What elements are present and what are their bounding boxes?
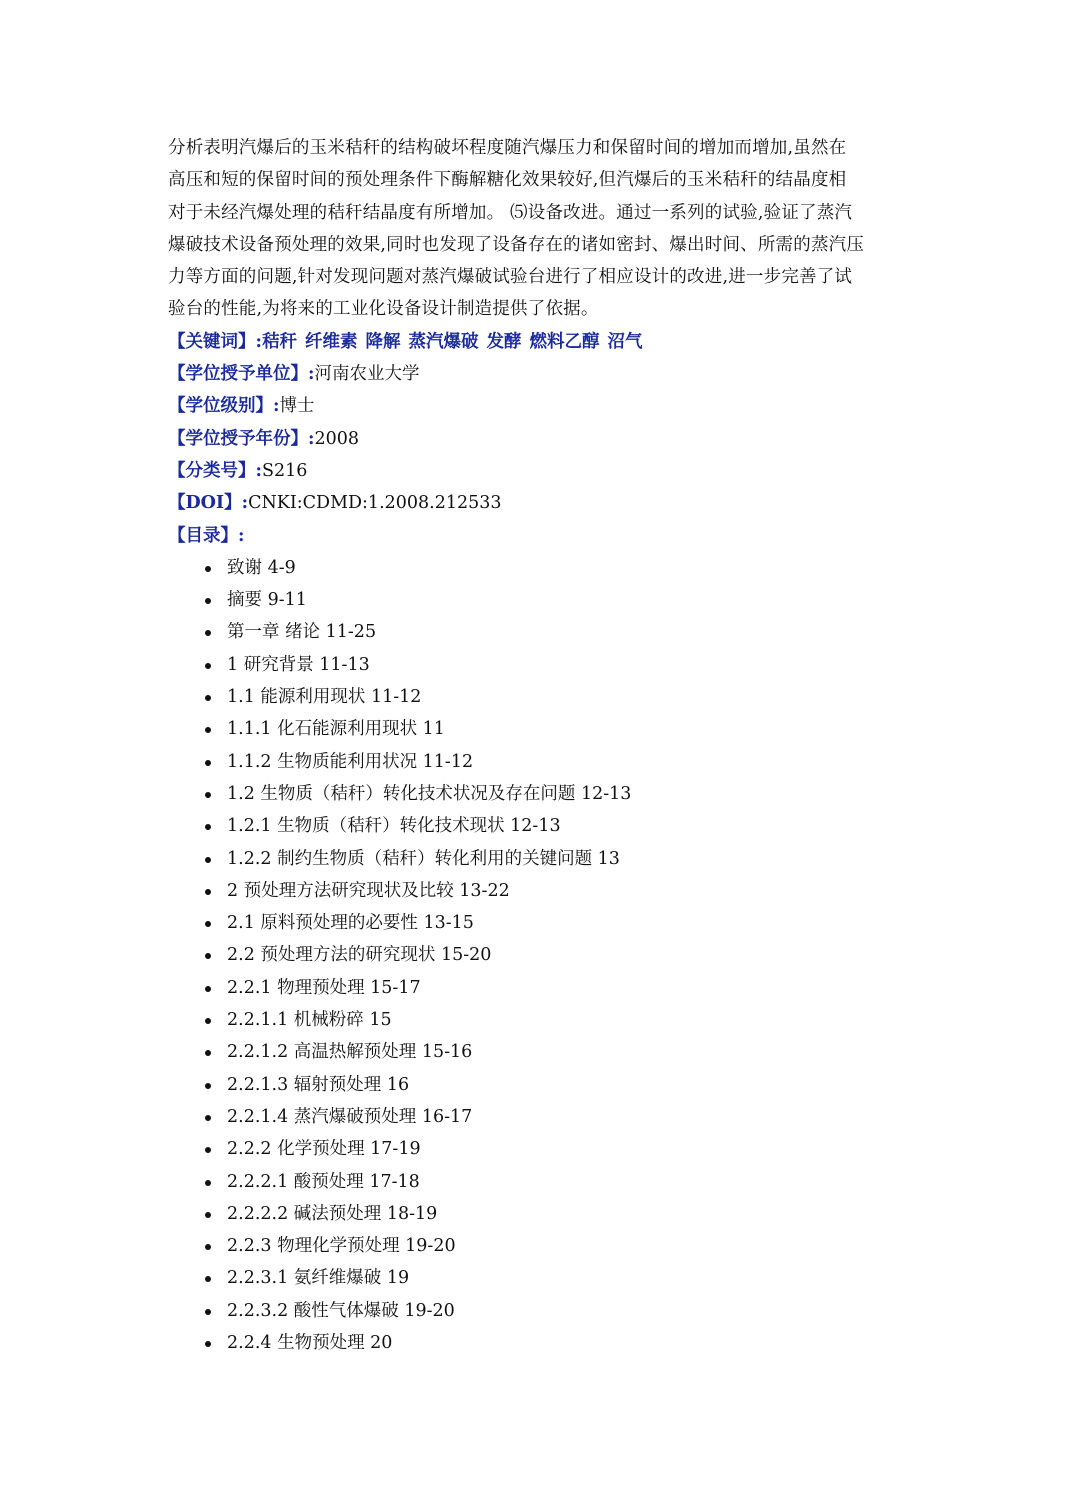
bullet-icon — [205, 1309, 211, 1315]
bullet-icon — [205, 695, 211, 701]
bullet-icon — [205, 630, 211, 636]
keywords-row — [168, 326, 908, 358]
keyword-link[interactable]: 发酵 — [486, 331, 522, 352]
toc-item[interactable] — [205, 1036, 908, 1068]
keyword-link[interactable]: 燃料乙醇 — [529, 331, 600, 352]
toc-item[interactable] — [205, 907, 908, 939]
bullet-icon — [205, 663, 211, 669]
bullet-icon — [205, 857, 211, 863]
toc-item[interactable] — [205, 875, 908, 907]
toc-item-text: 2.2.2.1 酸预处理 17-18 — [227, 1171, 420, 1192]
keyword-link[interactable]: 秸秆 — [261, 331, 297, 352]
toc-item[interactable] — [205, 746, 908, 778]
bullet-icon — [205, 792, 211, 798]
toc-item-text: 1.1.2 生物质能利用状况 11-12 — [227, 751, 474, 772]
toc-item-text: 1.2.2 制约生物质（秸秆）转化利用的关键问题 13 — [227, 848, 620, 869]
toc-item-text: 2.2.2 化学预处理 17-19 — [227, 1139, 421, 1160]
toc-item-text: 2.2.2.2 碱法预处理 18-19 — [227, 1203, 438, 1224]
degree-year-value: 2008 — [314, 428, 360, 449]
abstract-text — [168, 132, 908, 326]
toc-item-text: 2.1 原料预处理的必要性 13-15 — [227, 913, 474, 934]
toc-item[interactable] — [205, 1295, 908, 1327]
degree-unit-label: 【学位授予单位】: — [168, 364, 315, 385]
abstract-line: 爆破技术设备预处理的效果,同时也发现了设备存在的诸如密封、爆出时间、所需的蒸汽压 — [168, 234, 865, 255]
keywords-label: 【关键词】: — [168, 331, 262, 352]
toc-item-text: 第一章 绪论 11-25 — [227, 622, 377, 643]
toc-item-text: 2.2.3 物理化学预处理 19-20 — [227, 1236, 456, 1257]
bullet-icon — [205, 921, 211, 927]
toc-item[interactable] — [205, 972, 908, 1004]
toc-item-text: 1.1.1 化石能源利用现状 11 — [227, 719, 445, 740]
degree-level-row — [168, 390, 908, 422]
bullet-icon — [205, 986, 211, 992]
bullet-icon — [205, 760, 211, 766]
toc-item-text: 摘要 9-11 — [227, 590, 307, 611]
degree-year-label: 【学位授予年份】: — [168, 428, 315, 449]
bullet-icon — [205, 1050, 211, 1056]
abstract-line: 高压和短的保留时间的预处理条件下酶解糖化效果较好,但汽爆后的玉米秸秆的结晶度相 — [168, 170, 847, 191]
keyword-link[interactable]: 降解 — [365, 331, 401, 352]
bullet-icon — [205, 1180, 211, 1186]
doi-label: 【DOI】: — [168, 493, 249, 514]
toc-item-text: 1.2 生物质（秸秆）转化技术状况及存在问题 12-13 — [227, 783, 632, 804]
toc-item-text: 2 预处理方法研究现状及比较 13-22 — [227, 880, 510, 901]
abstract-line: 验台的性能,为将来的工业化设备设计制造提供了依据。 — [168, 299, 599, 320]
toc-item-text: 1 研究背景 11-13 — [227, 654, 370, 675]
degree-level-value: 博士 — [279, 396, 315, 417]
toc-item[interactable] — [205, 1327, 908, 1359]
keyword-link[interactable]: 蒸汽爆破 — [408, 331, 479, 352]
toc-item-text: 2.2.4 生物预处理 20 — [227, 1332, 393, 1353]
toc-item[interactable] — [205, 1198, 908, 1230]
toc-item[interactable] — [205, 1101, 908, 1133]
toc-item[interactable] — [205, 1262, 908, 1294]
bullet-icon — [205, 1212, 211, 1218]
toc-item[interactable] — [205, 1133, 908, 1165]
toc-item-text: 2.2.1 物理预处理 15-17 — [227, 977, 421, 998]
bullet-icon — [205, 727, 211, 733]
toc-item[interactable] — [205, 649, 908, 681]
toc-item-text: 2.2.1.2 高温热解预处理 15-16 — [227, 1042, 473, 1063]
toc-item-text: 1.1 能源利用现状 11-12 — [227, 687, 422, 708]
bullet-icon — [205, 598, 211, 604]
keyword-link[interactable]: 沼气 — [607, 331, 643, 352]
bullet-icon — [205, 953, 211, 959]
bullet-icon — [205, 1276, 211, 1282]
doi-value: CNKI:CDMD:1.2008.212533 — [248, 493, 502, 514]
classification-value: S216 — [261, 460, 308, 481]
toc-item-text: 2.2 预处理方法的研究现状 15-20 — [227, 945, 492, 966]
toc-item[interactable] — [205, 1166, 908, 1198]
bullet-icon — [205, 889, 211, 895]
table-of-contents — [168, 552, 908, 1359]
bullet-icon — [205, 1341, 211, 1347]
document-page — [168, 132, 908, 1359]
toc-item[interactable] — [205, 1069, 908, 1101]
bullet-icon — [205, 1244, 211, 1250]
toc-item[interactable] — [205, 843, 908, 875]
toc-item-text: 2.2.1.4 蒸汽爆破预处理 16-17 — [227, 1106, 473, 1127]
toc-heading-row — [168, 520, 908, 552]
degree-unit-row — [168, 358, 908, 390]
degree-level-label: 【学位级别】: — [168, 396, 280, 417]
toc-item-text: 2.2.1.1 机械粉碎 15 — [227, 1010, 392, 1031]
bullet-icon — [205, 1083, 211, 1089]
abstract-line: 对于未经汽爆处理的秸秆结晶度有所增加。 ⑸设备改进。通过一系列的试验,验证了蒸汽 — [168, 202, 853, 223]
keywords-list — [262, 332, 651, 352]
toc-item[interactable] — [205, 810, 908, 842]
bullet-icon — [205, 566, 211, 572]
toc-item-text: 2.2.3.2 酸性气体爆破 19-20 — [227, 1300, 455, 1321]
toc-item[interactable] — [205, 939, 908, 971]
bullet-icon — [205, 824, 211, 830]
bullet-icon — [205, 1115, 211, 1121]
degree-year-row — [168, 423, 908, 455]
toc-item-text: 2.2.1.3 辐射预处理 16 — [227, 1074, 410, 1095]
toc-item[interactable] — [205, 681, 908, 713]
doi-row — [168, 487, 908, 519]
toc-item[interactable] — [205, 1230, 908, 1262]
classification-row — [168, 455, 908, 487]
toc-item[interactable] — [205, 1004, 908, 1036]
toc-item[interactable] — [205, 552, 908, 584]
toc-item[interactable] — [205, 616, 908, 648]
degree-unit-value: 河南农业大学 — [314, 364, 420, 385]
bullet-icon — [205, 1147, 211, 1153]
toc-label: 【目录】: — [168, 525, 245, 546]
toc-item-text: 致谢 4-9 — [227, 557, 296, 578]
bullet-icon — [205, 1018, 211, 1024]
toc-item-text: 2.2.3.1 氨纤维爆破 19 — [227, 1268, 410, 1289]
toc-item-text: 1.2.1 生物质（秸秆）转化技术现状 12-13 — [227, 816, 561, 837]
abstract-line: 分析表明汽爆后的玉米秸秆的结构破坏程度随汽爆压力和保留时间的增加而增加,虽然在 — [168, 138, 847, 158]
toc-item[interactable] — [205, 713, 908, 745]
toc-item[interactable] — [205, 584, 908, 616]
toc-item[interactable] — [205, 778, 908, 810]
classification-label: 【分类号】: — [168, 460, 262, 481]
abstract-line: 力等方面的问题,针对发现问题对蒸汽爆破试验台进行了相应设计的改进,进一步完善了试 — [168, 267, 853, 288]
keyword-link[interactable]: 纤维素 — [304, 331, 358, 352]
